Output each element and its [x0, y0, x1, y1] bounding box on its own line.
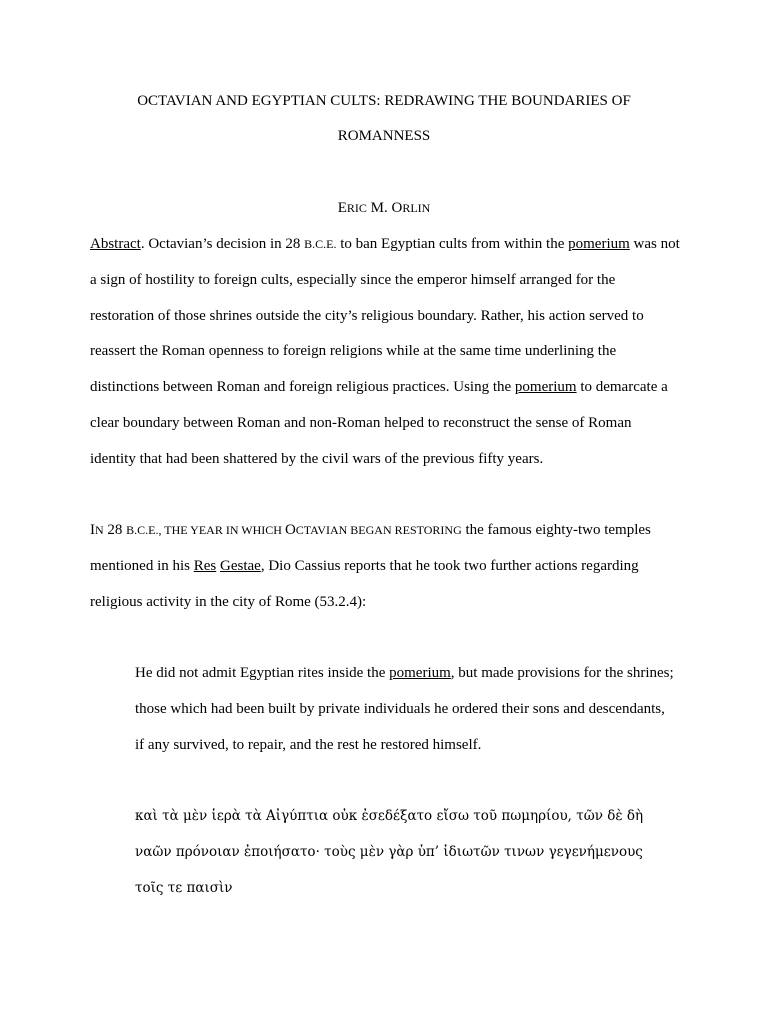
intro-gestae: Gestae: [220, 557, 261, 574]
intro-res: Res: [193, 557, 217, 574]
quote-pomerium: pomerium: [389, 665, 451, 681]
abstract-text-3: was not a sign of hostility to foreign cults, especially since the emperor himself arranged for the restoration of those shrines outside the city’s religious boundary. Rather, his action served to reassert the Roman openness to foreign religions while at the same time underlining the distinctions between Roman and foreign religious practices. Using the: [90, 236, 680, 396]
intro-text-1: the famous eighty-two temples mentioned in his: [90, 522, 651, 574]
abstract-text-2: to ban Egyptian cults from within the: [336, 236, 569, 252]
quote-text-1: He did not admit Egyptian rites inside the: [135, 665, 390, 681]
abstract-text-1: . Octavian’s decision in 28: [140, 236, 305, 252]
abstract-bce: B.C.E.: [304, 237, 337, 251]
abstract-text-4: to demarcate a clear boundary between Roman and non-Roman helped to reconstruct the sense of Roman identity that had been shattered by the civil wars of the previous fifty years.: [90, 379, 668, 467]
abstract-pomerium: pomerium: [568, 236, 630, 252]
intro-sc-the-year: , THE YEAR IN WHICH: [158, 523, 285, 537]
paper-title-line-1: OCTAVIAN AND EGYPTIAN CULTS: REDRAWING THE BOUNDARIES OF: [137, 93, 631, 109]
author-first-rest: RIC: [346, 201, 367, 215]
author-name: [0, 200, 768, 217]
intro-cap-o: O: [284, 522, 296, 538]
abstract-pomerium-2: pomerium: [514, 379, 577, 396]
intro-sc-n: N: [95, 523, 104, 537]
intro-paragraph: [90, 513, 680, 620]
abstract-paragraph: [90, 227, 680, 478]
paper-title-line-2: ROMANNESS: [337, 128, 431, 144]
abstract-label: Abstract: [90, 236, 141, 252]
intro-cap-i: I: [90, 522, 95, 538]
quote-text-2: , but made provisions for the shrines; those which had been built by private individuals he ordered their sons and descendants, if any survived, to repair, and the rest he restored himself.: [135, 665, 674, 753]
intro-text-28: 28: [103, 522, 127, 538]
author-first-initial: E: [337, 200, 347, 216]
author-last-rest: RLIN: [402, 201, 431, 215]
intro-text-2: , Dio Cassius reports that he took two further actions regarding religious activity in the city of Rome (53.2.4):: [90, 557, 639, 610]
intro-sc-ctavian: CTAVIAN BEGAN RESTORING: [295, 523, 462, 537]
block-quote-greek: καὶ τὰ μὲν ἱερὰ τὰ Αἰγύπτια οὐκ ἐσεδέξατο εἴσω τοῦ πωμηρίου, τῶν δὲ δὴ ναῶν πρόνοιαν ἐποιήσατο· τοὺς μὲν γὰρ ὑπ’ ἰδιωτῶν τινων γεγενήμενους τοῖς τε παισὶν: [135, 808, 644, 896]
block-quote-translation: [135, 656, 675, 763]
intro-bce: B.C.E.: [126, 523, 159, 537]
author-middle: M.: [366, 200, 392, 216]
author-last-initial: O: [391, 200, 403, 216]
